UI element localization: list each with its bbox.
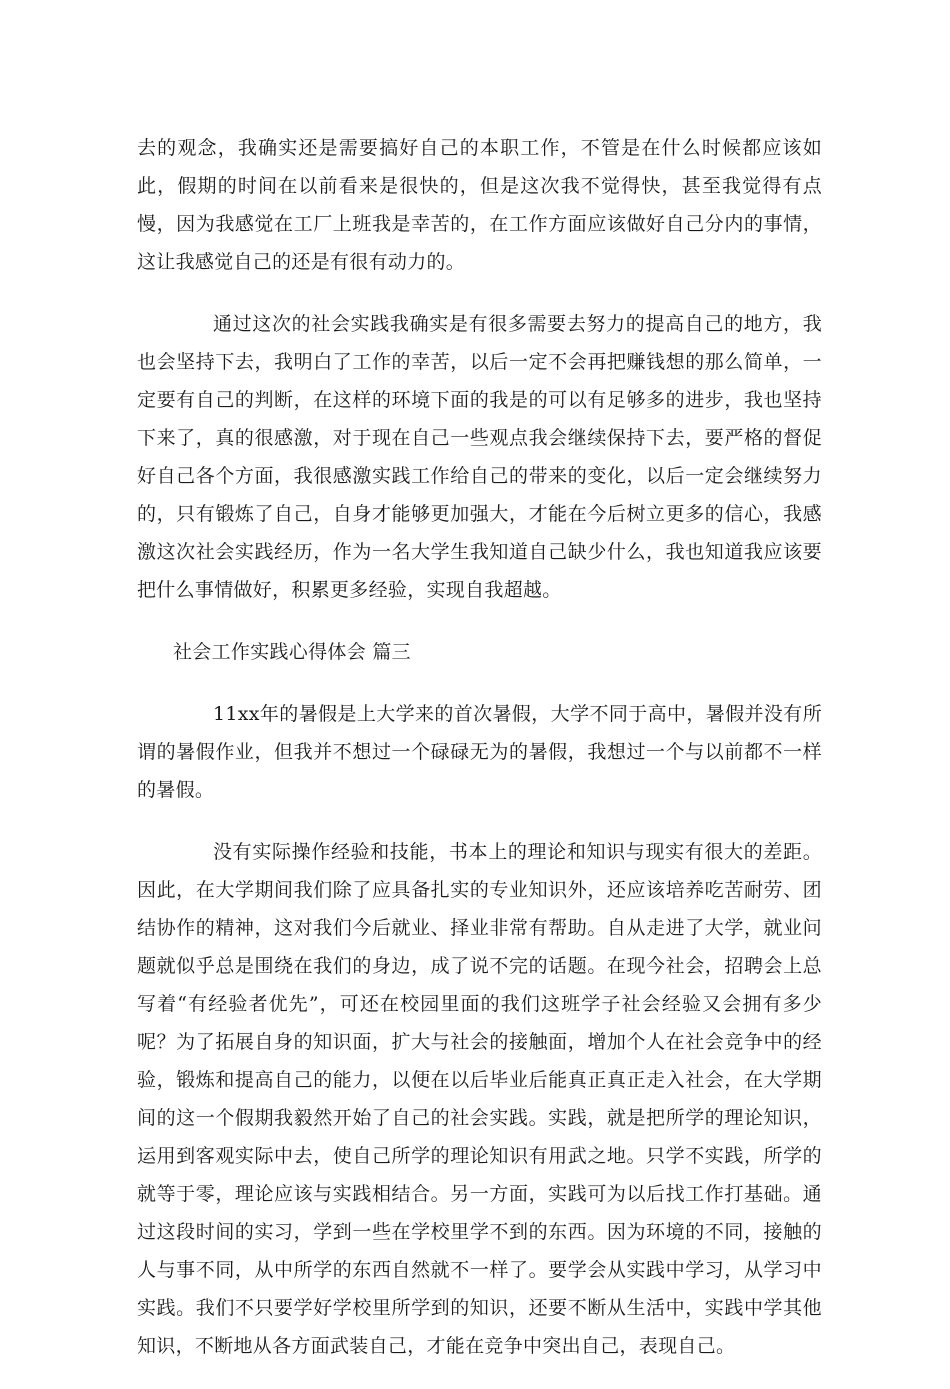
document-body: [137, 129, 822, 1389]
paragraph-continuation: 去的观念，我确实还是需要搞好自己的本职工作，不管是在什么时候都应该如此，假期的时间在以前看来是很快的，但是这次我不觉得快，甚至我觉得有点慢，因为我感觉在工厂上班我是幸苦的，在工作方面应该做好自己分内的事情，这让我感觉自己的还是有很有动力的。: [137, 137, 822, 273]
section-heading: 社会工作实践心得体会 篇三: [173, 641, 411, 663]
paragraph-practice-experience: 没有实际操作经验和技能，书本上的理论和知识与现实有很大的差距。因此，在大学期间我们除了应具备扎实的专业知识外，还应该培养吃苦耐劳、团结协作的精神，这对我们今后就业、择业非常有帮助。自从走进了大学，就业问题就似乎总是围绕在我们的身边，成了说不完的话题。在现今社会，招聘会上总写着“有经验者优先”，可还在校园里面的我们这班学子社会经验又会拥有多少呢？为了拓展自身的知识面，扩大与社会的接触面，增加个人在社会竞争中的经验，锻炼和提高自己的能力，以便在以后毕业后能真正真正走入社会，在大学期间的这一个假期我毅然开始了自己的社会实践。实践，就是把所学的理论知识，运用到客观实际中去，使自己所学的理论知识有用武之地。只学不实践，所学的就等于零，理论应该与实践相结合。另一方面，实践可为以后找工作打基础。通过这段时间的实习，学到一些在学校里学不到的东西。因为环境的不同，接触的人与事不同，从中所学的东西自然就不一样了。要学会从实践中学习，从学习中实践。我们不只要学好学校里所学到的知识，还要不断从生活中，实践中学其他知识，不断地从各方面武装自己，才能在竞争中突出自己，表现自己。: [137, 841, 822, 1357]
paragraph-reflection: 通过这次的社会实践我确实是有很多需要去努力的提高自己的地方，我也会坚持下去，我明白了工作的幸苦，以后一定不会再把赚钱想的那么简单，一定要有自己的判断，在这样的环境下面的我是的可以有足够多的进步，我也坚持下来了，真的很感激，对于现在自己一些观点我会继续保持下去，要严格的督促好自己各个方面，我很感激实践工作给自己的带来的变化，以后一定会继续努力的，只有锻炼了自己，自身才能够更加强大，才能在今后树立更多的信心，我感激这次社会实践经历，作为一名大学生我知道自己缺少什么，我也知道我应该要把什么事情做好，积累更多经验，实现自我超越。: [137, 313, 822, 601]
paragraph-summer-intro: 11xx年的暑假是上大学来的首次暑假，大学不同于高中，暑假并没有所谓的暑假作业，但我并不想过一个碌碌无为的暑假，我想过一个与以前都不一样的暑假。: [137, 703, 822, 801]
